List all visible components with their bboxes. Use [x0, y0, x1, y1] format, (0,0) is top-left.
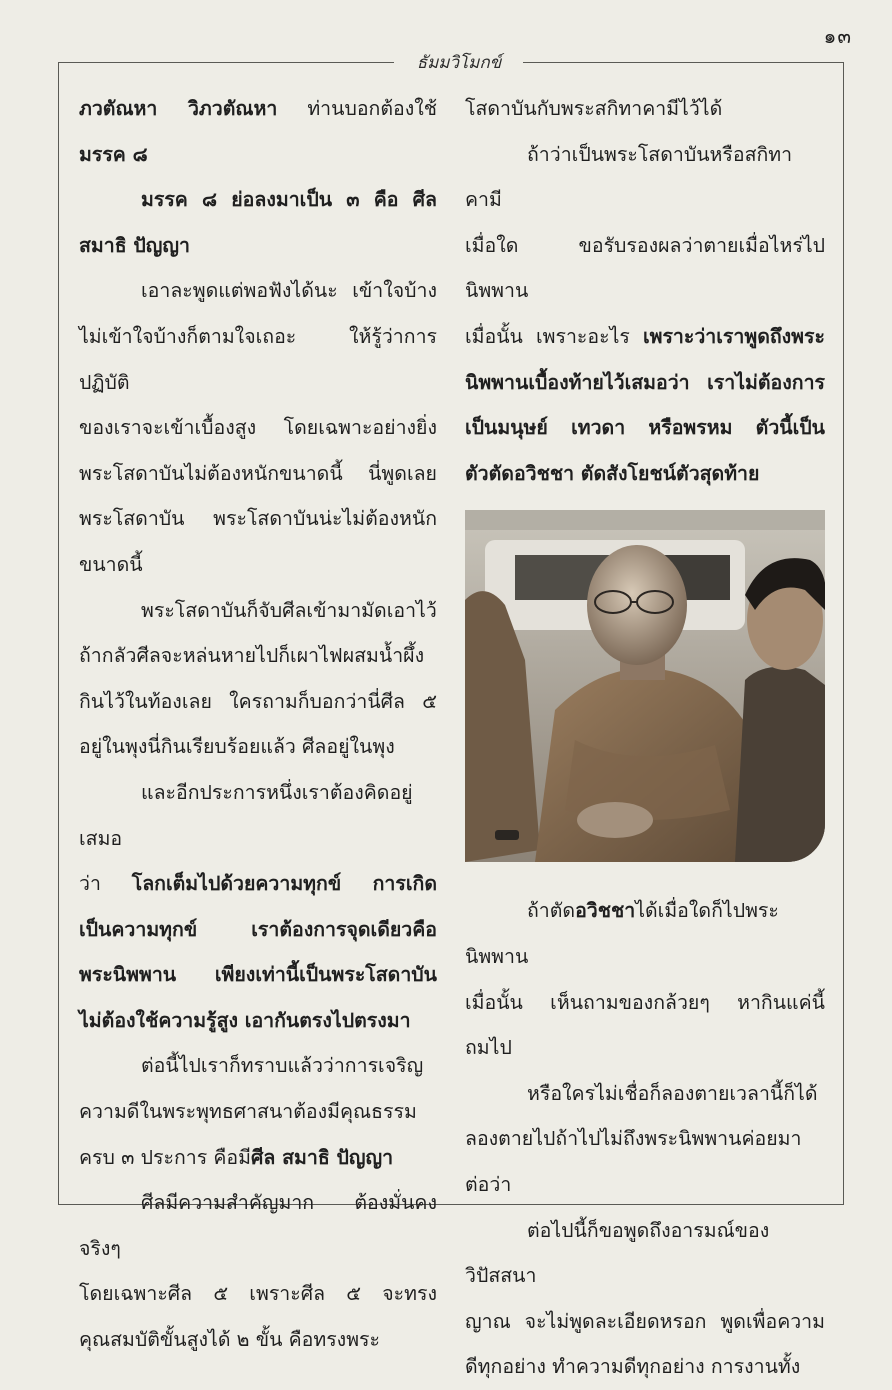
text-run: ความดีในพระพุทธศาสนาต้องมีคุณธรรม	[79, 1100, 417, 1124]
text-run: ถ้าว่าเป็นพระโสดาบันหรือสกิทาคามี	[465, 142, 793, 212]
text-run: พระโสดาบันก็จับศีลเข้ามามัดเอาไว้	[141, 598, 437, 622]
text-line	[465, 451, 825, 497]
text-line	[465, 405, 825, 451]
text-line	[79, 998, 437, 1044]
bold-text: มรรค ๘	[79, 142, 148, 166]
text-line	[79, 314, 437, 405]
text-line	[79, 1317, 437, 1363]
text-line	[79, 770, 437, 861]
text-run: พระโสดาบัน พระโสดาบันน่ะไม่ต้องหนัก	[79, 507, 437, 531]
text-line	[79, 542, 437, 588]
text-run: เอาละพูดแต่พอฟังได้นะ เข้าใจบ้าง	[141, 279, 437, 303]
text-line	[465, 1071, 825, 1117]
text-run: ศีลมีความสำคัญมาก ต้องมั่นคงจริงๆ	[79, 1191, 437, 1260]
text-run: ถมไป	[465, 1036, 512, 1060]
right-column-top-text	[465, 86, 825, 496]
text-run: ถ้ากลัวศีลจะหล่นหายไปก็เผาไฟผสมน้ำผึ้ง	[79, 644, 425, 668]
text-run: เมื่อนั้น เห็นถามของกล้วยๆ หากินแค่นี้	[465, 990, 825, 1014]
right-column-bottom-text	[465, 888, 825, 1390]
text-line	[465, 1025, 825, 1071]
text-line	[465, 314, 825, 360]
text-line	[465, 1208, 825, 1299]
bold-text: โลกเต็มไปด้วยความทุกข์ การเกิด	[131, 872, 437, 896]
text-line	[79, 1043, 437, 1089]
text-line	[79, 1135, 437, 1181]
text-line	[79, 405, 437, 451]
text-line	[79, 861, 437, 907]
text-run: ลองตายไปถ้าไปไม่ถึงพระนิพพานค่อยมา	[465, 1127, 802, 1151]
bold-text: ไม่ต้องใช้ความรู้สูง เอากันตรงไปตรงมา	[79, 1008, 411, 1032]
bold-text: เพราะว่าเราพูดถึงพระ	[642, 324, 825, 348]
frame-rule-right	[523, 62, 843, 63]
text-run: เมื่อใด ขอรับรองผลว่าตายเมื่อไหร่ไปนิพพาน	[465, 233, 825, 303]
text-line	[465, 1299, 825, 1345]
bold-text: มรรค ๘ ย่อลงมาเป็น ๓ คือ ศีล	[141, 188, 437, 212]
text-line	[465, 1162, 825, 1208]
text-line	[79, 132, 437, 178]
text-run: หรือใครไม่เชื่อก็ลองตายเวลานี้ก็ได้	[527, 1081, 818, 1105]
running-head: ธัมมวิโมกข์	[416, 53, 502, 73]
right-column	[465, 86, 825, 1390]
text-run: ต่อไปนี้ก็ขอพูดถึงอารมณ์ของวิปัสสนา	[465, 1218, 770, 1288]
text-line	[79, 952, 437, 998]
text-run: คุณสมบัติขั้นสูงได้ ๒ ขั้น คือทรงพระ	[79, 1328, 381, 1352]
page-number: ๑๓	[823, 24, 852, 48]
text-line	[465, 360, 825, 406]
text-line	[79, 496, 437, 542]
text-line	[79, 679, 437, 725]
text-line	[79, 451, 437, 497]
text-line	[465, 132, 825, 223]
text-line	[79, 1180, 437, 1271]
text-run: พระโสดาบันไม่ต้องหนักขนาดนี้ นี่พูดเลย	[79, 461, 437, 485]
text-run: โสดาบันกับพระสกิทาคามีไว้ได้	[465, 97, 723, 120]
text-line	[79, 588, 437, 634]
text-run: ว่า	[79, 872, 132, 896]
text-run: และอีกประการหนึ่งเราต้องคิดอยู่เสมอ	[79, 780, 413, 850]
text-line	[79, 86, 437, 132]
text-run: ได้เมื่อใดก็ไปพระนิพพาน	[465, 899, 779, 968]
text-run: กินไว้ในท้องเลย ใครถามก็บอกว่านี่ศีล ๕	[79, 689, 437, 713]
text-line	[79, 1089, 437, 1135]
bold-text: เป็นมนุษย์ เทวดา หรือพรหม ตัวนี้เป็น	[465, 416, 825, 440]
text-line	[79, 724, 437, 770]
text-run: ไม่เข้าใจบ้างก็ตามใจเถอะ ให้รู้ว่าการปฏิบัติ	[79, 324, 437, 394]
text-line	[465, 1116, 825, 1162]
text-line	[79, 1271, 437, 1317]
text-run: ต่อนี้ไปเราก็ทราบแล้วว่าการเจริญ	[141, 1054, 424, 1078]
text-line	[79, 268, 437, 314]
frame-rule-left	[59, 62, 394, 63]
text-line	[465, 888, 825, 979]
text-run: ขนาดนี้	[79, 552, 143, 576]
monk-photo	[465, 510, 825, 862]
page-frame	[58, 53, 844, 1379]
text-line	[79, 907, 437, 953]
bold-text: ตัวตัดอวิชชา ตัดสังโยชน์ตัวสุดท้าย	[465, 461, 760, 485]
text-run: ท่านบอกต้องใช้	[277, 97, 437, 120]
bold-text: พระนิพพาน เพียงเท่านี้เป็นพระโสดาบัน	[79, 963, 437, 987]
text-line	[465, 223, 825, 314]
text-run: ญาณ จะไม่พูดละเอียดหรอก พูดเพื่อความ	[465, 1309, 825, 1333]
bold-text: อวิชชา	[575, 899, 636, 923]
bold-text: นิพพานเบื้องท้ายไว้เสมอว่า เราไม่ต้องการ	[465, 370, 825, 394]
bold-text: เป็นความทุกข์ เราต้องการจุดเดียวคือ	[79, 917, 437, 941]
text-line	[465, 86, 825, 132]
text-run: โดยเฉพาะศีล ๕ เพราะศีล ๕ จะทรง	[79, 1282, 437, 1306]
text-run: เมื่อนั้น เพราะอะไร	[465, 324, 643, 348]
bold-text: ภวตัณหา วิภวตัณหา	[79, 97, 278, 120]
text-run: ถ้าตัด	[527, 899, 576, 923]
text-line	[79, 177, 437, 223]
text-run: ของเราจะเข้าเบื้องสูง โดยเฉพาะอย่างยิ่ง	[79, 416, 437, 440]
text-run: อยู่ในพุงนี่กินเรียบร้อยแล้ว ศีลอยู่ในพุง	[79, 735, 395, 759]
text-run: ครบ ๓ ประการ คือมี	[79, 1145, 251, 1169]
text-run: ต่อว่า	[465, 1172, 512, 1196]
text-line	[465, 1344, 825, 1390]
bold-text: ศีล สมาธิ ปัญญา	[251, 1145, 394, 1169]
monk-photo-image	[465, 510, 825, 862]
text-run: ดีทุกอย่าง ทำความดีทุกอย่าง การงานทั้ง	[465, 1355, 801, 1379]
bold-text: สมาธิ ปัญญา	[79, 233, 190, 257]
text-line	[79, 633, 437, 679]
text-line	[465, 980, 825, 1026]
left-column	[79, 86, 437, 1363]
text-line	[79, 223, 437, 269]
